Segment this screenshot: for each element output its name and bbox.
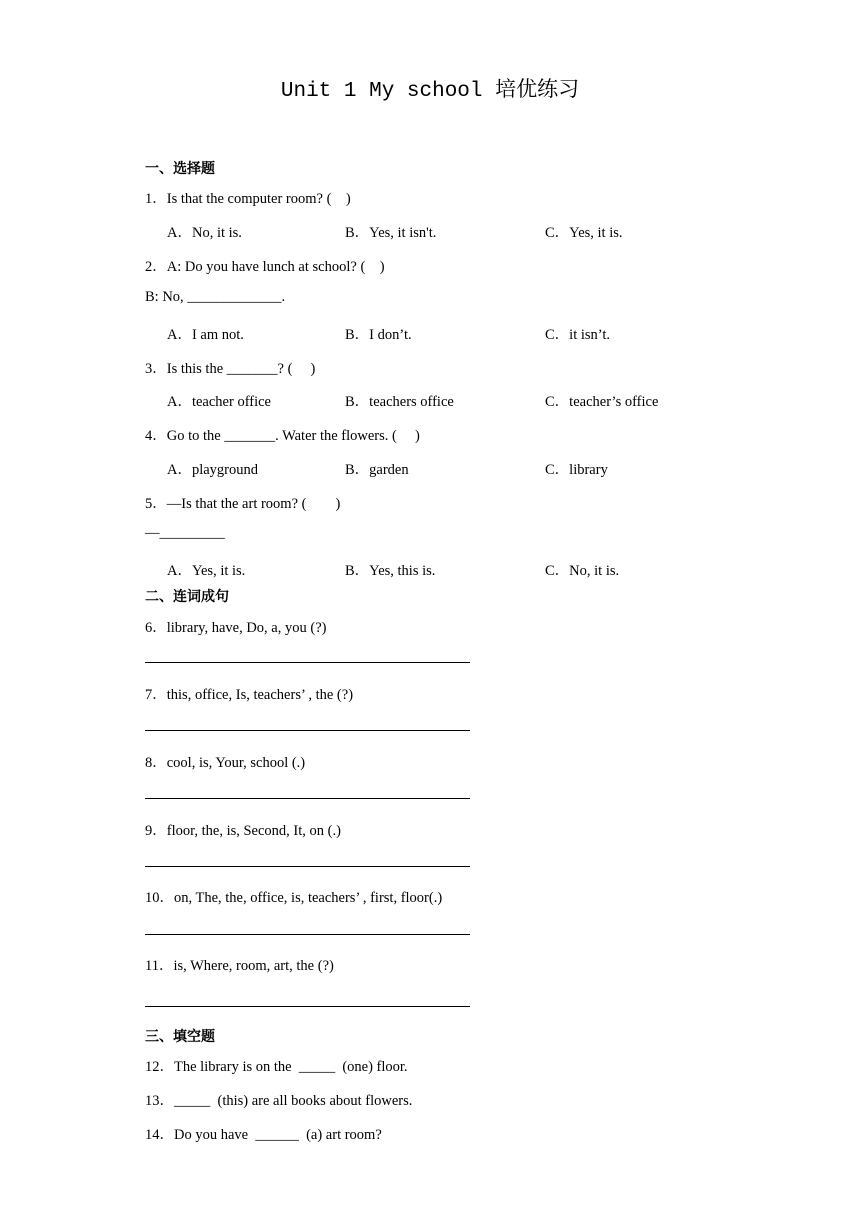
answer-line-8 [145, 798, 470, 799]
option-2a: A．I am not. [167, 327, 244, 343]
answer-line-10 [145, 934, 470, 935]
answer-line-7 [145, 730, 470, 731]
question-5: 5．—Is that the art room? ( ) [145, 496, 341, 512]
option-3a: A．teacher office [167, 394, 271, 410]
option-2c: C．it isn’t. [545, 327, 610, 343]
section-heading-choice: 一、选择题 [145, 161, 215, 177]
option-4a: A．playground [167, 462, 259, 478]
answer-line-11 [145, 1006, 470, 1007]
answer-line-9 [145, 866, 470, 867]
question-2-line2: B: No, _____________. [145, 289, 286, 305]
sentence-11: 11．is, Where, room, art, the (?) [145, 958, 334, 974]
option-5a: A．Yes, it is. [167, 563, 246, 579]
sentence-6: 6．library, have, Do, a, you (?) [145, 620, 327, 636]
sentence-7: 7．this, office, Is, teachers’ , the (?) [145, 687, 354, 703]
fill-13: 13．_____ (this) are all books about flowers. [145, 1093, 413, 1109]
fill-12: 12．The library is on the _____ (one) floor. [145, 1059, 408, 1075]
option-2b: B．I don’t. [345, 327, 412, 343]
sentence-10: 10．on, The, the, office, is, teachers’ , first, floor(.) [145, 890, 443, 906]
question-2: 2．A: Do you have lunch at school? ( ) [145, 259, 385, 275]
question-4: 4．Go to the _______. Water the flowers. ( ) [145, 428, 420, 444]
option-4c: C．library [545, 462, 608, 478]
option-3b: B．teachers office [345, 394, 454, 410]
question-1: 1．Is that the computer room? ( ) [145, 191, 351, 207]
option-1c: C．Yes, it is. [545, 225, 623, 241]
page-title: Unit 1 My school 培优练习 [280, 80, 580, 103]
question-5-line2: —_________ [145, 525, 225, 541]
option-1b: B．Yes, it isn't. [345, 225, 437, 241]
option-4b: B．garden [345, 462, 409, 478]
fill-14: 14．Do you have ______ (a) art room? [145, 1127, 382, 1143]
option-5c: C．No, it is. [545, 563, 620, 579]
sentence-8: 8．cool, is, Your, school (.) [145, 755, 306, 771]
section-heading-fill: 三、填空题 [145, 1029, 215, 1045]
option-5b: B．Yes, this is. [345, 563, 436, 579]
answer-line-6 [145, 662, 470, 663]
sentence-9: 9．floor, the, is, Second, It, on (.) [145, 823, 341, 839]
question-3: 3．Is this the _______? ( ) [145, 361, 316, 377]
section-heading-sentences: 二、连词成句 [145, 589, 229, 605]
option-1a: A．No, it is. [167, 225, 242, 241]
option-3c: C．teacher’s office [545, 394, 659, 410]
